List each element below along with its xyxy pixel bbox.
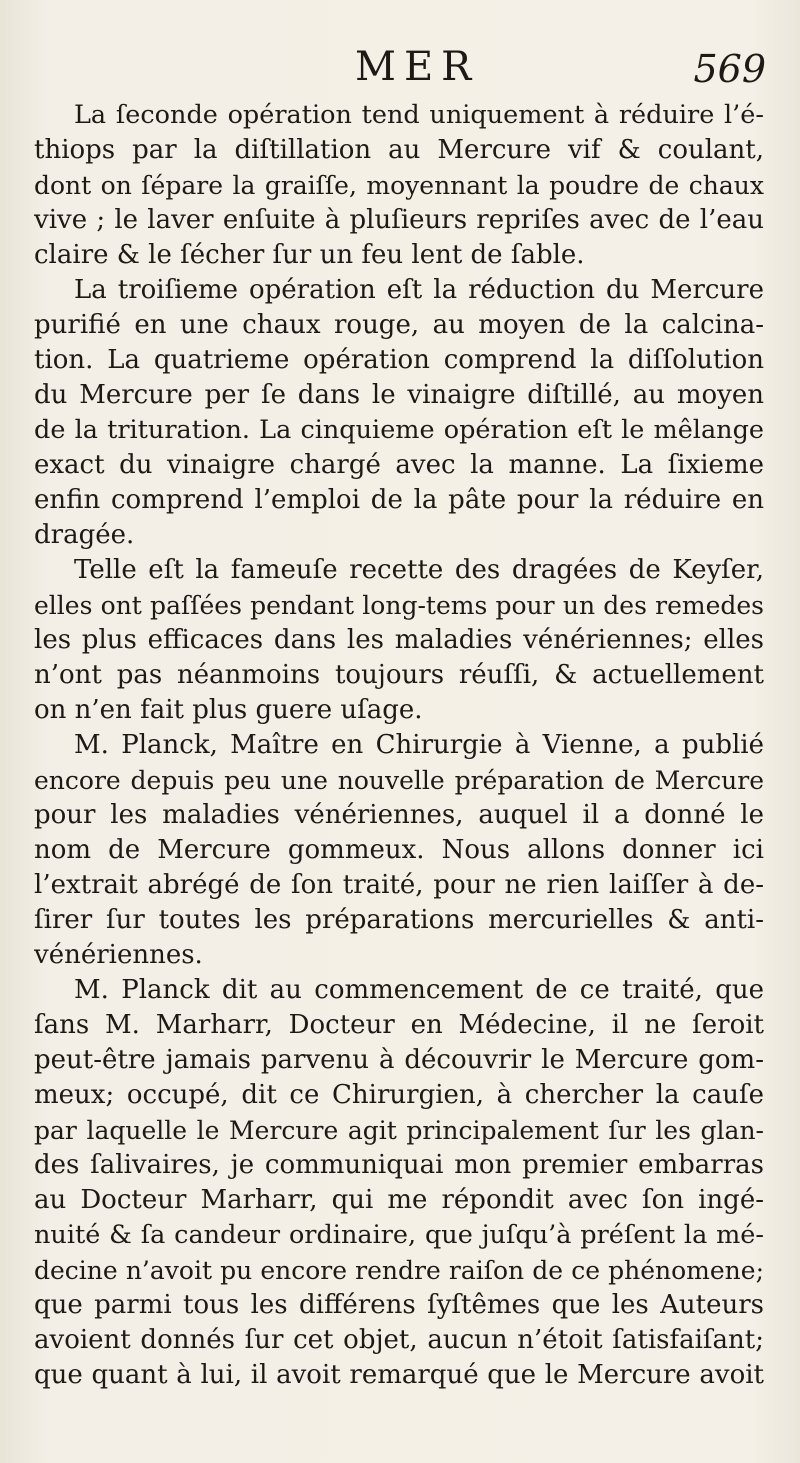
text-line: M. Planck, Maître en Chirurgie à Vienne, a publié <box>74 730 764 760</box>
text-line: au Docteur Marharr, qui me répondit avec ſon ingé- <box>34 1185 764 1215</box>
text-line: purifié en une chaux rouge, au moyen de la calcina- <box>34 310 764 340</box>
text-line: Telle eſt la fameuſe recette des dragées de Keyſer, <box>74 555 764 585</box>
running-head: MER <box>355 44 480 90</box>
text-line: que quant à lui, il avoit remarqué que le Mercure avoit <box>34 1360 764 1390</box>
text-line: du Mercure per ſe dans le vinaigre diſtillé, au moyen <box>34 380 764 410</box>
text-line: elles ont paſſées pendant long-tems pour un des remedes <box>34 591 764 620</box>
text-line: vive ; le laver enſuite à pluſieurs repriſes avec de l’eau <box>34 205 764 235</box>
text-line: avoient donnés ſur cet objet, aucun n’étoit ſatisfaiſant; <box>34 1325 764 1355</box>
text-line: dragée. <box>34 520 135 550</box>
page-number: 569 <box>693 47 766 91</box>
text-line: de la trituration. La cinquieme opération eſt le mêlange <box>34 415 764 445</box>
text-line: des ſalivaires, je communiquai mon premier embarras <box>34 1150 764 1180</box>
text-line: decine n’avoit pu encore rendre raiſon de ce phénomene; <box>34 1256 764 1285</box>
text-line: meux; occupé, dit ce Chirurgien, à chercher la cauſe <box>34 1080 764 1110</box>
text-line: que parmi tous les différens ſyſtêmes que les Auteurs <box>34 1290 764 1320</box>
text-line: les plus efficaces dans les maladies vénériennes; elles <box>34 625 764 655</box>
text-line: La troiſieme opération eſt la réduction du Mercure <box>74 275 764 305</box>
text-line: peut-être jamais parvenu à découvrir le Mercure gom- <box>34 1045 764 1075</box>
text-line: claire & le ſécher ſur un feu lent de ſable. <box>34 240 585 270</box>
text-line: nom de Mercure gommeux. Nous allons donner ici <box>34 835 764 865</box>
text-line: dont on ſépare la graiſſe, moyennant la poudre de chaux <box>34 171 764 200</box>
text-line: tion. La quatrieme opération comprend la diſſolution <box>34 345 764 375</box>
text-line: n’ont pas néanmoins toujours réuſſi, & actuellement <box>34 660 764 690</box>
text-line: vénériennes. <box>34 940 203 970</box>
text-line: encore depuis peu une nouvelle préparation de Mercure <box>34 766 764 795</box>
text-line: l’extrait abrégé de ſon traité, pour ne rien laiſſer à de- <box>34 870 764 900</box>
text-line: nuité & ſa candeur ordinaire, que juſqu’à préſent la mé- <box>34 1220 764 1250</box>
text-line: thiops par la diſtillation au Mercure vif & coulant, <box>34 135 764 165</box>
text-line: pour les maladies vénériennes, auquel il a donné le <box>34 800 764 830</box>
text-line: La ſeconde opération tend uniquement à réduire l’é- <box>74 100 764 130</box>
text-line: ſans M. Marharr, Docteur en Médecine, il ne ſeroit <box>34 1010 764 1040</box>
page-header <box>0 42 800 98</box>
text-line: on n’en fait plus guere uſage. <box>34 695 423 725</box>
text-line: ſirer ſur toutes les préparations mercurielles & anti- <box>34 905 764 935</box>
text-line: M. Planck dit au commencement de ce traité, que <box>74 975 764 1005</box>
body-text <box>34 98 764 1393</box>
text-line: par laquelle le Mercure agit principalement ſur les glan- <box>34 1116 764 1145</box>
text-line: exact du vinaigre chargé avec la manne. La ſixieme <box>34 450 764 480</box>
text-line: enfin comprend l’emploi de la pâte pour la réduire en <box>34 485 764 515</box>
